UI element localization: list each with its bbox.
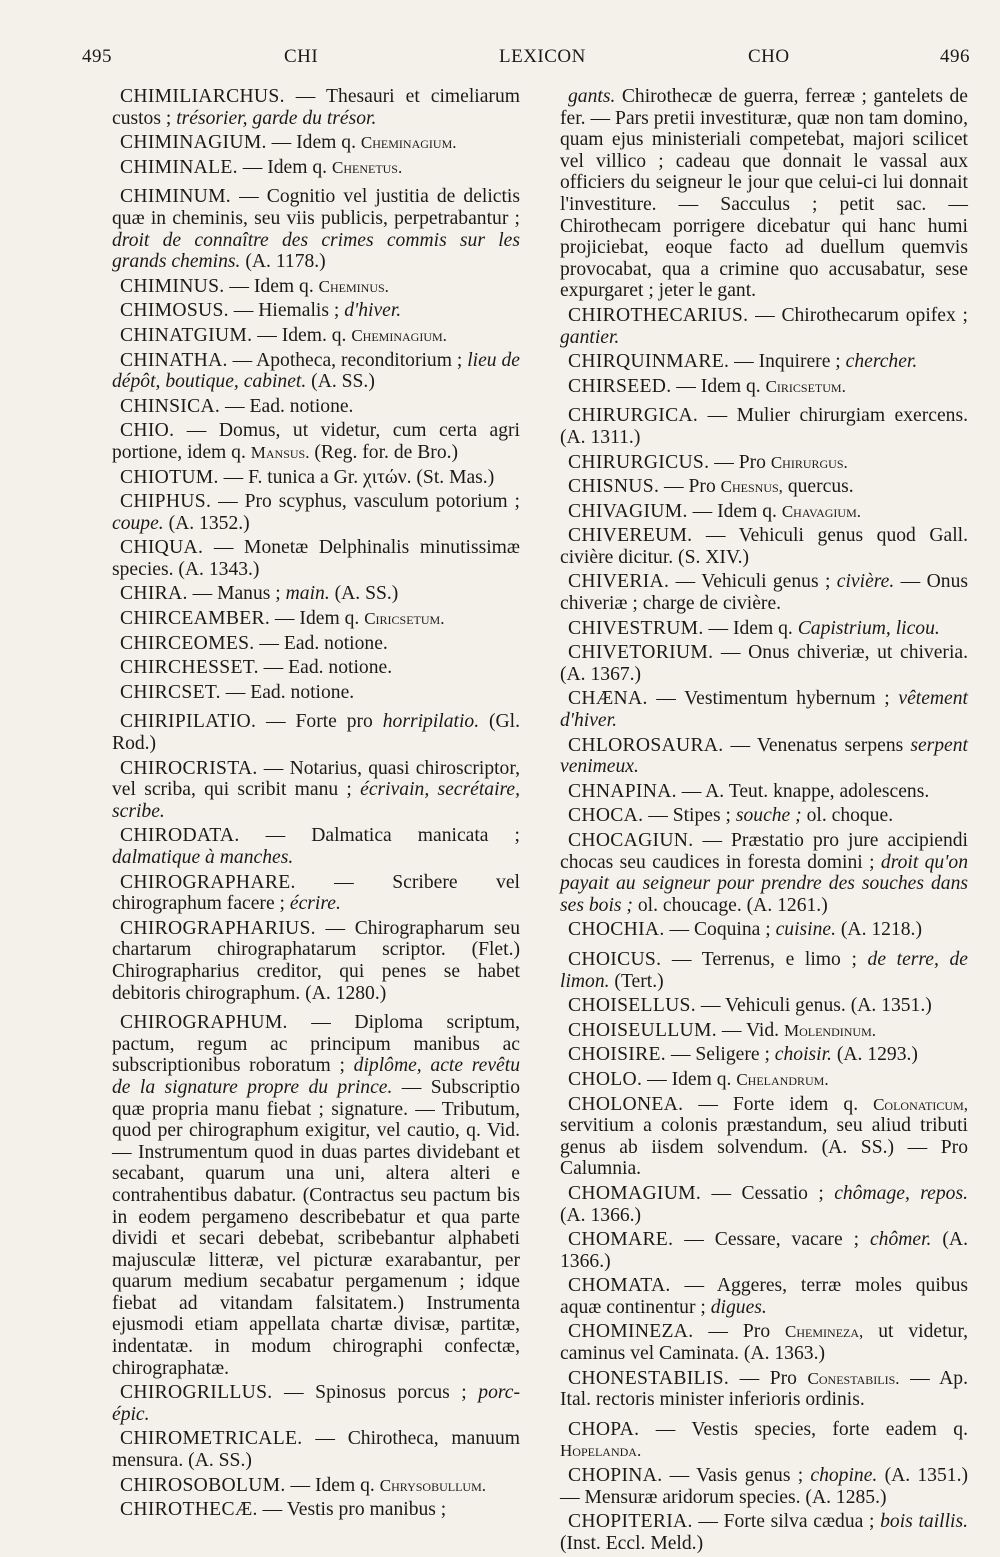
headword: CHIRCEAMBER. — [120, 608, 271, 630]
dictionary-entry — [112, 86, 520, 129]
headword: CHIMINUS. — [120, 275, 225, 297]
running-head-right: CHO — [748, 46, 790, 67]
headword: CHIOTUM. — [120, 466, 219, 488]
definition: — Vehiculi genus quod Gall. civière dicitur. (S. XIV.) — [560, 525, 968, 568]
cross-reference: Chelandrum. — [736, 1069, 829, 1089]
dictionary-entry — [112, 608, 520, 630]
definition: — Vestimentum hybernum ; — [647, 688, 899, 710]
definition: — Domus, ut videtur, cum certa agri portione, idem q. — [112, 420, 520, 463]
dictionary-entry — [560, 1183, 968, 1226]
entry-tail: (A. 1178.) — [240, 251, 326, 273]
headword: CHIROCRISTA. — [120, 757, 258, 779]
cross-reference: Chavagium. — [781, 501, 861, 521]
headword: CHIRCSET. — [120, 681, 221, 703]
french-translation: droit qu'on payait au seigneur pour prendre des souches dans ses bois ; — [560, 851, 969, 916]
dictionary-entry — [560, 1465, 968, 1508]
entry-tail: (Gl. Rod.) — [112, 711, 520, 755]
running-head-center: LEXICON — [499, 46, 586, 67]
definition: — Mulier chirurgiam exercens. (A. 1311.) — [560, 405, 968, 448]
entry-tail: (A. 1351.) — Mensuræ aridorum species. (A. 1285.) — [560, 1465, 969, 1508]
dictionary-entry — [560, 476, 968, 498]
definition: — Idem q. — [285, 1474, 380, 1496]
entry-tail: (A. 1218.) — [836, 919, 922, 941]
headword: CHOISIRE. — [568, 1044, 666, 1066]
cross-reference: Chesnus, — [720, 477, 783, 497]
headword: CHINATHA. — [120, 349, 228, 371]
dictionary-entry — [560, 571, 968, 614]
headword: CHOLONEA. — [568, 1093, 684, 1115]
definition: — Præstatio pro jure accipiendi chocas seu caudices in foresta domini ; — [560, 830, 968, 873]
definition: — Vehiculi genus. (A. 1351.) — [695, 995, 932, 1017]
french-translation: digues. — [710, 1296, 767, 1318]
dictionary-entry — [112, 396, 520, 418]
dictionary-entry — [112, 711, 520, 754]
page-number-right: 496 — [940, 46, 970, 67]
cross-reference: Colonaticum, — [873, 1094, 968, 1114]
dictionary-entry — [112, 467, 520, 489]
french-translation: coupe. — [112, 512, 164, 534]
definition: — Seligere ; — [665, 1044, 775, 1066]
dictionary-entry — [112, 325, 520, 347]
headword: CHOLO. — [568, 1068, 643, 1090]
entry-tail: (A. 1293.) — [831, 1044, 918, 1066]
definition: — Notarius, quasi chiroscriptor, vel scriba, qui scribit manu ; — [112, 757, 520, 801]
left-column — [112, 86, 520, 1524]
definition: — Diploma scriptum, pactum, regum ac principum manibus ac subscriptionibus roboratum ; — [112, 1012, 520, 1077]
definition: — Ead. notione. — [254, 632, 388, 654]
headword: CHOMATA. — [568, 1275, 671, 1297]
headword: CHOCHIA. — [568, 919, 665, 941]
definition: — Inquirere ; — [729, 351, 846, 373]
french-translation: porc-épic. — [112, 1382, 520, 1425]
dictionary-entry — [560, 86, 968, 302]
headword: CHOCAGIUN. — [568, 830, 694, 851]
headword: CHIRODATA. — [120, 825, 240, 847]
definition: — Vestis pro manibus ; — [257, 1499, 447, 1521]
definition: — Idem q. — [671, 375, 766, 397]
dictionary-entry — [112, 491, 520, 534]
french-translation: droit de connaître des crimes commis sur les grands chemins. — [112, 229, 520, 273]
dictionary-entry — [112, 825, 520, 868]
dictionary-entry — [560, 1275, 968, 1318]
headword: CHIPHUS. — [120, 491, 212, 513]
dictionary-entry — [112, 186, 520, 272]
headword: CHOMARE. — [568, 1229, 674, 1251]
headword: CHOPINA. — [568, 1465, 663, 1487]
headword: CHIRURGICA. — [568, 405, 699, 427]
french-translation: gants. — [568, 86, 616, 107]
french-translation: dalmatique à manches. — [112, 847, 294, 868]
entry-tail: (A. 1366.) — [560, 1229, 968, 1272]
definition: — Chirographarum seu chartarum chirographatarum scriptor. (Flet.) Chirographarius creditor, qui penes se habet debitoris chirographum. (A. 1280.) — [112, 917, 520, 1004]
dictionary-entry — [560, 830, 968, 916]
french-translation: chômer. — [869, 1229, 932, 1251]
running-head-left: CHI — [284, 46, 319, 67]
cross-reference: Chirurgus. — [770, 452, 848, 472]
dictionary-entry — [560, 688, 968, 731]
french-translation: diplôme, acte revêtu de la signature propre du prince. — [112, 1055, 520, 1098]
headword: CHIRCHESSET. — [120, 657, 259, 679]
french-translation: chopine. — [810, 1465, 878, 1487]
french-translation: chercher. — [845, 351, 918, 373]
definition: — Pro — [659, 476, 721, 498]
headword: CHIRCEOMES. — [120, 632, 255, 654]
french-translation: de terre, de limon. — [560, 948, 969, 992]
headword: CHIQUA. — [120, 537, 204, 559]
dictionary-entry — [560, 781, 968, 803]
headword: CHIROGRAPHARIUS. — [120, 917, 316, 939]
definition: — Pro — [709, 451, 771, 473]
headword: CHIO. — [120, 420, 175, 442]
headword: CHIROGRILLUS. — [120, 1382, 273, 1404]
french-translation: main. — [285, 583, 330, 605]
cross-reference: Cheminagium. — [351, 325, 447, 345]
definition: — Chirothecarum opifex ; — [748, 304, 968, 326]
definition: — Monetæ Delphinalis minutissimæ species. (A. 1343.) — [112, 537, 520, 580]
definition: — Idem q. — [703, 617, 798, 639]
definition: — Ead. notione. — [220, 395, 354, 417]
dictionary-entry — [560, 1044, 968, 1066]
cross-reference: Cheminagium. — [360, 133, 457, 153]
headword: CHINSICA. — [120, 395, 221, 417]
definition: — Venenatus serpens — [723, 734, 911, 756]
french-translation: Capistrium, licou. — [797, 617, 940, 639]
dictionary-entry — [560, 735, 968, 778]
cross-reference: Mansus. — [250, 442, 310, 462]
dictionary-entry — [112, 1475, 520, 1497]
headword: CHIMINAGIUM. — [120, 132, 267, 154]
headword: CHOMAGIUM. — [568, 1182, 702, 1204]
cross-reference: Chenetus. — [331, 157, 403, 177]
french-translation: souche ; — [735, 805, 802, 827]
headword: CHIMINALE. — [120, 156, 238, 178]
dictionary-entry — [112, 1499, 520, 1521]
headword: CHOISEULLUM. — [568, 1019, 717, 1041]
headword: CHIROMETRICALE. — [120, 1428, 303, 1450]
headword: CHOCA. — [568, 805, 644, 827]
cross-reference: Hopelanda. — [560, 1441, 642, 1461]
headword: CHIROGRAPHARE. — [120, 871, 296, 893]
french-translation: écrire. — [289, 893, 341, 915]
definition: — Idem. q. — [252, 324, 352, 346]
dictionary-entry — [560, 949, 968, 992]
entry-tail: ol. choque. — [801, 805, 894, 827]
dictionary-entry — [560, 995, 968, 1017]
french-translation: bois taillis. — [880, 1511, 968, 1533]
cross-reference: Ciricsetum. — [765, 376, 846, 396]
french-translation: horripilatio. — [382, 711, 480, 733]
headword: CHINATGIUM. — [120, 324, 253, 346]
headword: CHIVESTRUM. — [568, 617, 704, 639]
dictionary-entry — [560, 351, 968, 373]
dictionary-entry — [560, 1069, 968, 1091]
headword: CHIROSOBOLUM. — [120, 1474, 286, 1496]
headword: CHIMILIARCHUS. — [120, 86, 285, 107]
french-translation: civière. — [836, 571, 895, 593]
french-translation: gantier. — [560, 326, 620, 348]
headword: CHIRQUINMARE. — [568, 351, 730, 373]
definition: — Coquina ; — [664, 919, 776, 941]
definition: — Spinosus porcus ; — [272, 1382, 479, 1404]
dictionary-entry — [560, 305, 968, 348]
definition: — Thesauri et cimeliarum custos ; — [112, 86, 520, 129]
dictionary-entry — [112, 682, 520, 704]
dictionary-entry — [560, 1511, 968, 1554]
headword: CHÆNA. — [568, 688, 648, 710]
page-header — [82, 38, 970, 78]
dictionary-entry — [560, 1419, 968, 1462]
dictionary-entry — [560, 376, 968, 398]
dictionary-entry — [112, 583, 520, 605]
headword: CHIVERIA. — [568, 571, 670, 593]
headword: CHOMINEZA. — [568, 1321, 694, 1343]
definition: — Idem q. — [270, 608, 365, 630]
headword: CHIMINUM. — [120, 186, 232, 208]
dictionary-entry — [560, 1094, 968, 1180]
dictionary-entry — [112, 1012, 520, 1379]
cross-reference: Chemineza, — [785, 1322, 864, 1342]
entry-tail: Chirothecæ de guerra, ferreæ ; gantelets de fer. — Pars pretii investituræ, quæ non tam domino, quam ejus ministeriali competebat, majori scilicet vel villico ; cadeau que donnait le vassal aux officiers du seigneur le jour que celui-ci lui donnait l'investiture. — Sacculus ; petit sac. — Chirothecam porrigere dicebatur qui hanc humi projiciebat, eoque facto ad duellum quemvis provocabat, qua a crimine quo accusabatur, sese expurgaret ; jeter le gant. — [560, 86, 968, 302]
definition: — Idem q. — [642, 1068, 737, 1090]
dictionary-entry — [560, 1321, 968, 1364]
headword: CHIVETORIUM. — [568, 642, 714, 664]
dictionary-entry — [560, 501, 968, 523]
french-translation: serpent venimeux. — [560, 734, 968, 778]
dictionary-entry — [112, 300, 520, 322]
headword: CHLOROSAURA. — [568, 734, 724, 756]
definition: — Idem q. — [687, 500, 782, 522]
dictionary-entry — [112, 758, 520, 823]
definition: — Onus chiveriæ, ut chiveria. (A. 1367.) — [560, 642, 968, 685]
definition: — Cognitio vel justitia de delictis quæ in cheminis, seu viis publicis, perpetrabantur ; — [112, 186, 520, 229]
dictionary-entry — [112, 1428, 520, 1471]
dictionary-entry — [112, 537, 520, 580]
definition: — Dalmatica manicata ; — [239, 825, 520, 847]
dictionary-entry — [560, 452, 968, 474]
definition: — A. Teut. knappe, adolescens. — [676, 780, 930, 802]
definition: — Pro scyphus, vasculum potorium ; — [211, 491, 520, 513]
headword: CHOICUS. — [568, 948, 662, 970]
dictionary-entry — [560, 1020, 968, 1042]
dictionary-entry — [112, 276, 520, 298]
french-translation: d'hiver. — [344, 300, 402, 322]
french-translation: vêtement d'hiver. — [560, 688, 968, 732]
entry-tail: (A. 1366.) — [560, 1204, 642, 1226]
headword: CHIVAGIUM. — [568, 500, 688, 522]
entry-tail: — Subscriptio quæ propria manu fiebat ; signature. — Tributum, quod per chirographum exigitur, vel cautio, q. Vid. — Instrumentum quod in duas partes dividebant et secabant, quarum una uni, altera alteri e contrahentibus dabatur. (Contractus seu pactum bis in eodem pergameno describebatur et qua parte dividi et secari debebat, scribebantur alphabeti majusculæ litteræ, vel picturæ exarabantur, per quarum medium secabatur pergamenum ; idque fiebat ad vitandam falsitatem.) Instrumenta ejusmodi etiam appellata chartæ divisæ, partitæ, indentatæ. in modum chirographi confectæ, chirographatæ. — [112, 1076, 520, 1379]
french-translation: trésorier, garde du trésor. — [176, 107, 377, 129]
entry-tail: (Reg. for. de Bro.) — [309, 441, 459, 463]
headword: CHOISELLUS. — [568, 995, 696, 1017]
definition: — Idem q. — [224, 275, 319, 297]
entry-tail: quercus. — [782, 476, 854, 498]
dictionary-entry — [560, 642, 968, 685]
entry-tail: — Onus chiveriæ ; charge de civière. — [560, 571, 968, 615]
headword: CHONESTABILIS. — [568, 1367, 730, 1389]
dictionary-entry — [112, 132, 520, 154]
headword: CHOPA. — [568, 1418, 640, 1440]
definition: — Idem q. — [237, 156, 332, 178]
entry-tail: (Inst. Eccl. Meld.) — [560, 1532, 704, 1554]
definition: — Terrenus, e limo ; — [661, 948, 868, 970]
definition: — Cessare, vacare ; — [673, 1229, 870, 1251]
dictionary-entry — [560, 1229, 968, 1272]
french-translation: chômage, repos. — [834, 1182, 968, 1204]
right-column — [560, 86, 968, 1557]
definition: — Ead. notione. — [258, 657, 393, 679]
definition: — Forte silva cædua ; — [692, 1511, 881, 1533]
french-translation: cuisine. — [775, 919, 836, 941]
definition: — Apotheca, reconditorium ; — [227, 349, 468, 371]
entry-tail: servitium a colonis præstandum, seu aliud tributi genus ab iisdem solvendum. (A. SS.) — Pro Calumnia. — [560, 1115, 968, 1180]
headword: CHIRURGICUS. — [568, 451, 710, 473]
definition: — Vasis genus ; — [662, 1465, 811, 1487]
dictionary-entry — [112, 1382, 520, 1425]
definition: — Manus ; — [187, 583, 286, 605]
french-translation: écrivain, secrétaire, scribe. — [112, 779, 521, 822]
definition: — Aggeres, terræ moles quibus aquæ continentur ; — [560, 1275, 968, 1318]
dictionary-entry — [560, 805, 968, 827]
entry-tail: (Tert.) — [609, 970, 664, 992]
definition: — Cessatio ; — [701, 1182, 835, 1204]
headword: CHIRA. — [120, 583, 188, 605]
entry-tail: (A. SS.) — [329, 583, 399, 605]
cross-reference: Molendinum. — [783, 1020, 876, 1040]
headword: CHOPITERIA. — [568, 1511, 693, 1533]
headword: CHIROTHECÆ. — [120, 1499, 258, 1521]
definition: — Stipes ; — [643, 805, 736, 827]
entry-tail: — Ap. Ital. rectoris minister inferioris ordinis. — [560, 1367, 969, 1411]
dictionary-entry — [112, 350, 520, 393]
dictionary-entry — [112, 633, 520, 655]
dictionary-entry — [112, 918, 520, 1004]
dictionary-entry — [112, 657, 520, 679]
headword: CHIMOSUS. — [120, 300, 229, 322]
definition: — Vehiculi genus ; — [669, 571, 837, 593]
entry-tail: (A. 1352.) — [163, 512, 250, 534]
definition: — Hiemalis ; — [228, 300, 345, 322]
cross-reference: Conestabilis. — [807, 1368, 900, 1388]
cross-reference: Ciricsetum. — [364, 609, 445, 629]
dictionary-entry — [112, 157, 520, 179]
definition: — Vestis species, forte eadem q. — [639, 1418, 968, 1440]
definition: — F. tunica a Gr. χιτών. (St. Mas.) — [218, 466, 495, 488]
headword: CHIVEREUM. — [568, 525, 693, 547]
dictionary-entry — [112, 420, 520, 463]
dictionary-entry — [560, 1368, 968, 1411]
definition: — Ead. notione. — [220, 681, 355, 703]
definition: — Pro — [729, 1367, 808, 1389]
dictionary-entry — [560, 405, 968, 448]
headword: CHNAPINA. — [568, 780, 677, 802]
definition: — Idem q. — [266, 132, 361, 154]
dictionary-entry — [560, 919, 968, 941]
definition: — Forte pro — [256, 711, 383, 733]
definition: — Chirotheca, manuum mensura. (A. SS.) — [112, 1428, 520, 1472]
definition: — Forte idem q. — [683, 1093, 874, 1115]
headword: CHIRIPILATIO. — [120, 711, 257, 733]
headword: CHIRSEED. — [568, 375, 672, 397]
headword: CHIROGRAPHUM. — [120, 1012, 288, 1034]
headword: CHISNUS. — [568, 476, 660, 498]
dictionary-entry — [560, 618, 968, 640]
page-number-left: 495 — [82, 46, 112, 67]
definition: — Vid. — [716, 1019, 784, 1041]
dictionary-entry — [560, 525, 968, 568]
entry-tail: (A. SS.) — [306, 371, 375, 393]
dictionary-entry — [112, 872, 520, 915]
definition: — Pro — [693, 1321, 786, 1343]
french-translation: choisir. — [774, 1044, 832, 1066]
cross-reference: Chrysobullum. — [379, 1475, 487, 1495]
entry-tail: ol. choucage. (A. 1261.) — [632, 894, 828, 916]
french-translation: lieu de dépôt, boutique, cabinet. — [112, 349, 520, 393]
entry-tail: ut videtur, caminus vel Caminata. (A. 1363.) — [560, 1321, 968, 1365]
definition: — Scribere vel chirographum facere ; — [112, 871, 520, 915]
headword: CHIROTHECARIUS. — [568, 304, 749, 326]
cross-reference: Cheminus. — [318, 276, 389, 296]
